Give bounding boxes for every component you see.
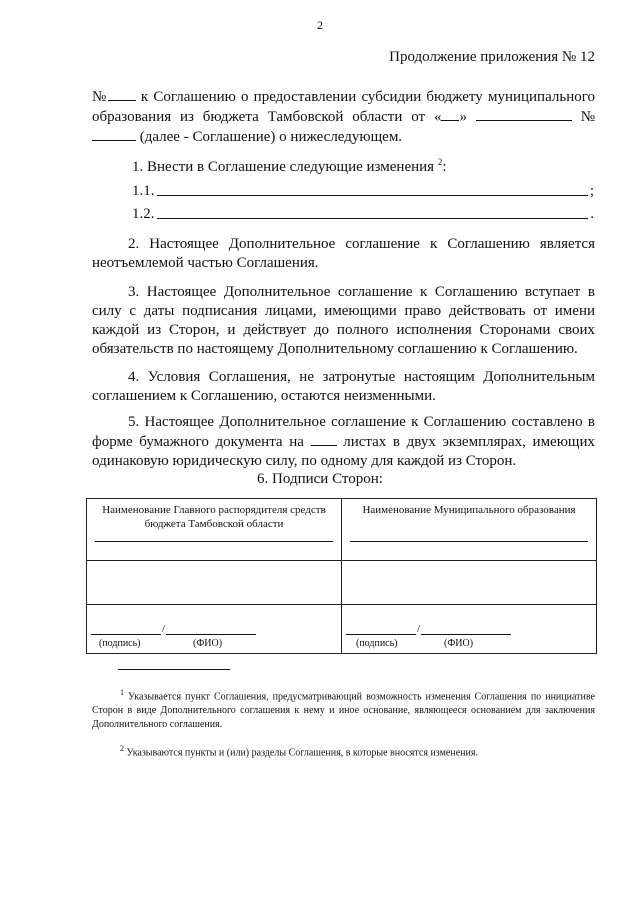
number-blank [92,127,136,141]
fio-line [421,624,511,635]
footnote-separator [118,669,230,670]
signatures-table [86,498,597,654]
footnote-2: $^2$ Указываются пункты и (или) разделы Соглашения, в которые вносятся изменения. [120,744,478,759]
fill-line [157,218,589,219]
number-prefix: № [92,89,108,105]
footnote-1: $^1$ Указывается пункт Соглашения, предусматривающий возможность изменения Соглашения по инициативе Сторон в виде Дополнительного соглашения к нему и иное основание, являющееся основанием для заключения Дополнительного соглашения. [92,688,595,731]
signatures-title: 6. Подписи Сторон: [257,471,383,487]
right-name-line [350,541,588,542]
left-blank-cell [87,561,342,605]
right-header: Наименование Муниципального образования [362,504,576,516]
day-blank [441,107,459,121]
left-header: Наименование Главного распорядителя средств бюджета Тамбовской области [102,504,326,530]
paragraph-2: 2. Настоящее Дополнительное соглашение к Соглашению является неотъемлемой частью Соглашения. [92,236,595,271]
signature-label: (подпись) [99,638,141,649]
signature-line [91,624,161,635]
footnote-ref-2: 2 [437,157,443,167]
agreement-number-blank [108,87,136,101]
signature-line [346,624,416,635]
page-number: 2 [317,18,323,32]
intro-paragraph: № к Соглашению о предоставлении субсидии бюджету муниципального образования из бюджета Тамбовской области от « » № (далее - Соглашение) о нижеследующем. [92,89,596,145]
paragraph-5: 5. Настоящее Дополнительное соглашение к Соглашению составлено в форме бумажного документа на листах в двух экземплярах, имеющих одинаковую юридическую силу, по одному для каждой из Сторон. [92,414,595,469]
paragraph-4: 4. Условия Соглашения, не затронутые настоящим Дополнительным соглашением к Соглашению, остаются неизменными. [92,369,595,404]
right-header-cell [342,499,597,561]
fill-line [157,195,588,196]
sub-item-1-1: 1.1. ; [132,183,594,199]
sheets-blank [311,432,337,446]
date-blank [476,107,572,121]
paragraph-1: 1. Внести в Соглашение следующие изменения $^2$: [132,157,447,175]
signature-label: (подпись) [356,638,398,649]
fio-label: (ФИО) [193,638,223,649]
right-signature-lines: / [346,623,592,635]
left-signature-cell [87,605,342,654]
fio-label: (ФИО) [444,638,474,649]
right-blank-cell [342,561,597,605]
fio-line [166,624,256,635]
paragraph-3: 3. Настоящее Дополнительное соглашение к Соглашению вступает в силу с даты подписания лицами, имеющими право действовать от имени каждой из Сторон, и действует до полного исполнения Сторонами своих обязательств по настоящему Дополнительному соглашению к Соглашению. [92,284,595,357]
right-signature-cell [342,605,597,654]
left-header-cell [87,499,342,561]
left-signature-lines: / [91,623,337,635]
sub-item-1-2: 1.2. . [132,206,594,222]
left-name-line [95,541,333,542]
continuation-heading: Продолжение приложения № 12 [389,49,595,65]
